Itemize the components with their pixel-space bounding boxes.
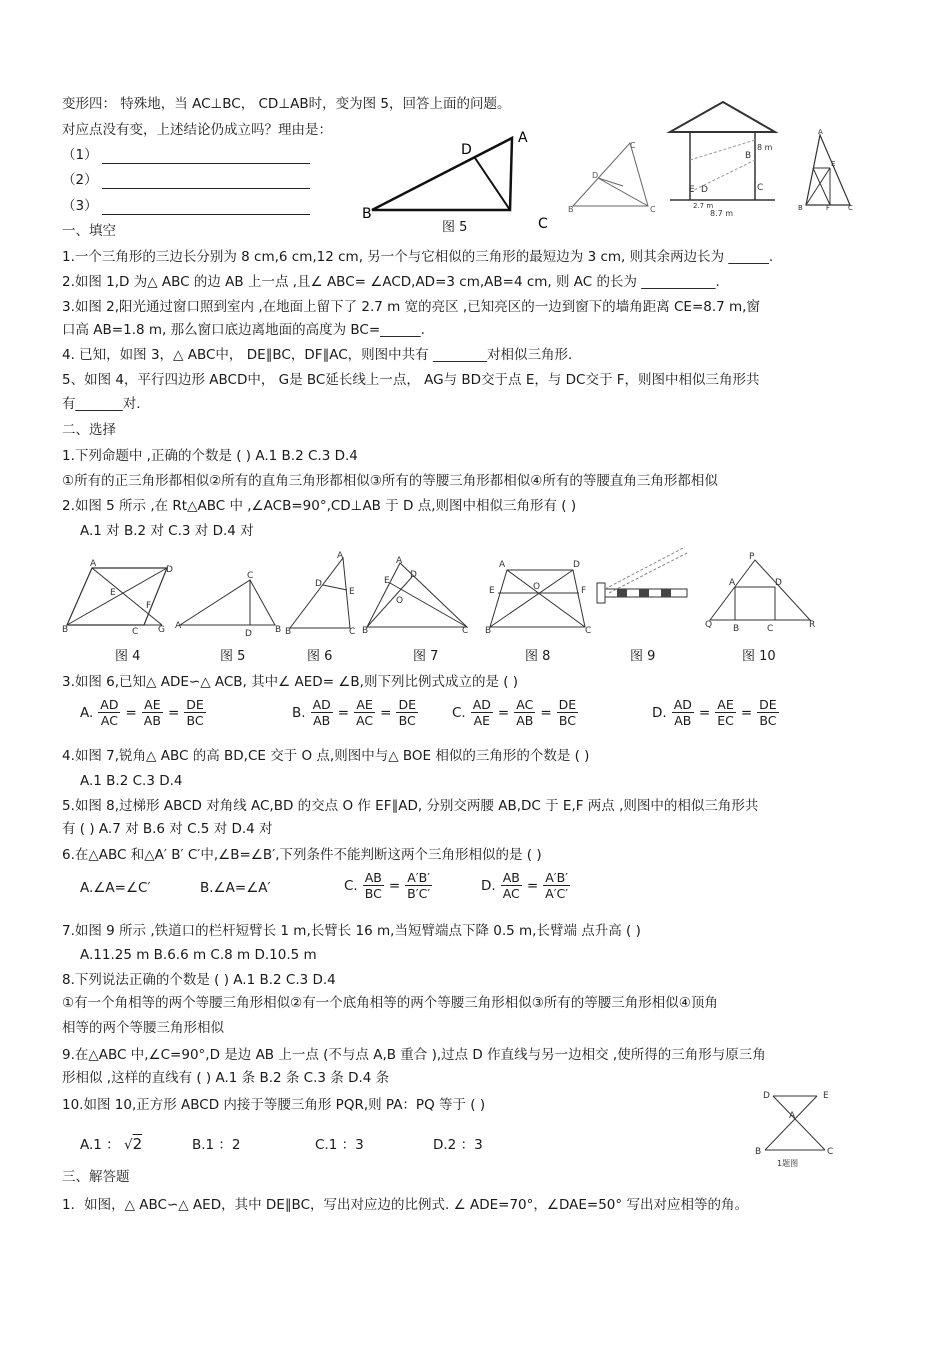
svg-text:2.7 m: 2.7 m bbox=[693, 202, 714, 210]
svg-text:B: B bbox=[362, 626, 369, 636]
svg-text:P: P bbox=[749, 552, 755, 562]
choice-q3-option-b[interactable]: B. $\frac{AD}{AB}$ = $\frac{AE}{AC}$ = $\frac{DE}{BC}$ bbox=[292, 697, 416, 728]
choice-q7-options: A.11.25 m B.6.6 m C.8 m D.10.5 m bbox=[80, 947, 317, 963]
svg-text:E: E bbox=[384, 576, 390, 586]
reason-2 bbox=[62, 171, 310, 189]
caption-fig-6: 图 6 bbox=[307, 649, 333, 664]
svg-text:F: F bbox=[826, 204, 831, 212]
svg-text:A: A bbox=[396, 556, 403, 566]
section-1-title: 一、填空 bbox=[62, 223, 116, 239]
svg-text:D: D bbox=[410, 570, 417, 580]
label-d: D bbox=[461, 142, 472, 158]
svg-text:A: A bbox=[175, 621, 182, 631]
figure-6 bbox=[285, 550, 365, 635]
caption-fig-10: 图 10 bbox=[742, 649, 776, 664]
section-2-title: 二、选择 bbox=[62, 422, 116, 438]
choice-q8-statements-2: 相等的两个等腰三角形相似 bbox=[62, 1020, 224, 1036]
fill-q4: 4. 已知，如图 3，△ ABC中， DE∥BC，DF∥AC，则图中共有 ________对相似三角形. bbox=[62, 347, 573, 363]
reason-2-blank[interactable] bbox=[102, 188, 310, 189]
svg-text:A: A bbox=[90, 559, 97, 569]
svg-text:B: B bbox=[798, 204, 803, 212]
svg-text:F: F bbox=[146, 601, 152, 611]
reason-1-label: （1） bbox=[62, 147, 98, 163]
choice-q10-option-d[interactable]: D.2 ：3 bbox=[433, 1137, 483, 1153]
svg-text:C: C bbox=[650, 205, 656, 214]
svg-text:D: D bbox=[315, 579, 322, 589]
caption-fig-4: 图 4 bbox=[115, 649, 141, 664]
figure-5-top-caption: 图 5 bbox=[442, 220, 468, 235]
svg-text:E: E bbox=[349, 587, 355, 597]
choice-q7: 7.如图 9 所示 ,铁道口的栏杆短臂长 1 m,长臂长 16 m,当短臂端点下降 0.5 m,长臂端 点升高 ( ) bbox=[62, 923, 641, 939]
triangle-abc bbox=[372, 138, 512, 210]
svg-text:A: A bbox=[818, 128, 823, 136]
svg-text:D: D bbox=[245, 629, 252, 639]
caption-fig-7: 图 7 bbox=[413, 649, 439, 664]
figure-8 bbox=[485, 555, 595, 635]
choice-q10-option-c[interactable]: C.1 ：3 bbox=[315, 1137, 364, 1153]
svg-text:O: O bbox=[396, 596, 404, 606]
fill-q3-line-2: 口高 AB=1.8 m, 那么窗口底边离地面的高度为 BC=______. bbox=[62, 322, 425, 338]
choice-q10: 10.如图 10,正方形 ABCD 内接于等腰三角形 PQR,则 PA：PQ 等于 ( ) bbox=[62, 1097, 486, 1113]
svg-text:E: E bbox=[110, 588, 116, 598]
svg-text:C: C bbox=[757, 183, 764, 193]
altitude-cd bbox=[475, 158, 510, 210]
choice-q8: 8.下列说法正确的个数是 ( ) A.1 B.2 C.3 D.4 bbox=[62, 972, 336, 988]
svg-text:D: D bbox=[701, 185, 708, 195]
svg-text:B: B bbox=[755, 1147, 762, 1157]
choice-q2-options: A.1 对 B.2 对 C.3 对 D.4 对 bbox=[80, 523, 254, 539]
choice-q9-line-1: 9.在△ABC 中,∠C=90°,D 是边 AB 上一点 (不与点 A,B 重合 ),过点 D 作直线与另一边相交 ,使所得的三角形与原三角 bbox=[62, 1047, 766, 1063]
svg-text:G: G bbox=[158, 625, 165, 635]
caption-fig-5: 图 5 bbox=[220, 649, 246, 664]
svg-text:Q: Q bbox=[705, 620, 713, 630]
svg-text:E: E bbox=[489, 586, 495, 596]
choice-q6-option-b[interactable]: B.∠A=∠A′ bbox=[200, 880, 271, 896]
svg-text:B: B bbox=[62, 625, 69, 635]
svg-text:D: D bbox=[573, 560, 580, 570]
choice-q1: 1.下列命题中 ,正确的个数是 ( ) A.1 B.2 C.3 D.4 bbox=[62, 448, 358, 464]
fill-q1: 1.一个三角形的三边长分别为 8 cm,6 cm,12 cm, 另一个与它相似的三角形的最短边为 3 cm, 则其余两边长为 ______. bbox=[62, 249, 774, 265]
svg-text:B: B bbox=[485, 626, 492, 636]
svg-text:C: C bbox=[132, 627, 139, 637]
svg-text:R: R bbox=[809, 620, 816, 630]
choice-q9-line-2: 形相似 ,这样的直线有 ( ) A.1 条 B.2 条 C.3 条 D.4 条 bbox=[62, 1070, 390, 1086]
choice-q3-option-a[interactable]: A. $\frac{AD}{AC}$ = $\frac{AE}{AB}$ = $\frac{DE}{BC}$ bbox=[80, 697, 204, 728]
caption-fig-8: 图 8 bbox=[525, 649, 551, 664]
svg-text:8 m: 8 m bbox=[757, 143, 773, 152]
choice-q3-option-c[interactable]: C. $\frac{AD}{AE}$ = $\frac{AC}{AB}$ = $\frac{DE}{BC}$ bbox=[452, 697, 577, 728]
answer-q1: 1．如图，△ ABC∽△ AED，其中 DE∥BC，写出对应边的比例式. ∠ ADE=70°，∠DAE=50° 写出对应相等的角。 bbox=[62, 1197, 748, 1213]
choice-q8-statements-1: ①有一个角相等的两个等腰三角形相似②有一个底角相等的两个等腰三角形相似③所有的等腰三角形相似④顶角 bbox=[62, 995, 718, 1011]
svg-text:A: A bbox=[729, 578, 736, 588]
figure-thumb-triangle bbox=[568, 138, 658, 213]
svg-text:B: B bbox=[733, 624, 740, 634]
svg-text:A: A bbox=[499, 560, 506, 570]
figure-9 bbox=[595, 545, 695, 615]
svg-text:B: B bbox=[285, 627, 292, 637]
figure-thumb-trapezoid bbox=[798, 130, 858, 210]
choice-q6-option-c[interactable]: C. $\frac{AB}{BC}$ = $\frac{A'B'}{B'C'}$ bbox=[344, 870, 431, 901]
svg-text:B: B bbox=[275, 625, 282, 635]
svg-text:B: B bbox=[745, 151, 752, 161]
caption-fig-9: 图 9 bbox=[630, 649, 656, 664]
svg-text:A: A bbox=[337, 551, 344, 561]
svg-text:C: C bbox=[585, 626, 592, 636]
reason-1 bbox=[62, 146, 310, 164]
choice-q6-option-d[interactable]: D. $\frac{AB}{AC}$ = $\frac{A'B'}{A'C'}$ bbox=[481, 870, 569, 901]
fill-q5-line-2: 有_______对. bbox=[62, 396, 141, 412]
figure-q1-answer bbox=[755, 1088, 835, 1168]
svg-text:D: D bbox=[775, 578, 782, 588]
choice-q10-option-a[interactable]: A.1 ： √2 bbox=[80, 1135, 143, 1153]
choice-q10-option-b[interactable]: B.1 ：2 bbox=[192, 1137, 241, 1153]
reason-3 bbox=[62, 197, 310, 215]
choice-q5-line-2: 有 ( ) A.7 对 B.6 对 C.5 对 D.4 对 bbox=[62, 821, 273, 837]
svg-text:E: E bbox=[689, 185, 695, 195]
figure-thumb-window bbox=[665, 100, 785, 220]
choice-q6-option-a[interactable]: A.∠A=∠C′ bbox=[80, 880, 151, 896]
svg-text:1题图: 1题图 bbox=[777, 1159, 799, 1168]
choice-q3: 3.如图 6,已知△ ADE∽△ ACB, 其中∠ AED= ∠B,则下列比例式成立的是 ( ) bbox=[62, 674, 519, 690]
svg-text:C: C bbox=[462, 626, 469, 636]
choice-q3-option-d[interactable]: D. $\frac{AD}{AB}$ = $\frac{AE}{EC}$ = $\frac{DE}{BC}$ bbox=[652, 697, 777, 728]
fill-q5-line-1: 5、如图 4，平行四边形 ABCD中， G是 BC延长线上一点， AG与 BD交于点 E，与 DC交于 F，则图中相似三角形共 bbox=[62, 372, 760, 388]
label-a: A bbox=[518, 130, 528, 146]
choice-q1-statements: ①所有的正三角形都相似②所有的直角三角形都相似③所有的等腰三角形都相似④所有的等腰直角三角形都相似 bbox=[62, 473, 718, 489]
svg-text:E: E bbox=[831, 160, 836, 168]
reason-1-blank[interactable] bbox=[102, 163, 310, 164]
intro-line-2: 对应点没有变，上述结论仍成立吗？理由是： bbox=[62, 122, 332, 138]
svg-text:A: A bbox=[789, 1111, 796, 1121]
label-c: C bbox=[538, 216, 548, 232]
figure-4 bbox=[62, 560, 172, 635]
figure-10 bbox=[705, 552, 816, 634]
svg-text:C: C bbox=[247, 571, 254, 581]
svg-text:C: C bbox=[848, 204, 853, 212]
reason-2-label: （2） bbox=[62, 172, 98, 188]
svg-text:D: D bbox=[166, 565, 173, 575]
svg-text:C: C bbox=[827, 1147, 834, 1157]
fill-q2: 2.如图 1,D 为△ ABC 的边 AB 上一点 ,且∠ ABC= ∠ACD,AD=3 cm,AB=4 cm, 则 AC 的长为 ___________. bbox=[62, 274, 720, 290]
fill-q3-line-1: 3.如图 2,阳光通过窗口照到室内 ,在地面上留下了 2.7 m 宽的亮区 ,已知亮区的一边到窗下的墙角距离 CE=8.7 m,窗 bbox=[62, 299, 760, 315]
choice-q4-options: A.1 B.2 C.3 D.4 bbox=[80, 773, 183, 789]
svg-text:F: F bbox=[581, 586, 587, 596]
section-3-title: 三、解答题 bbox=[62, 1169, 130, 1185]
figure-5 bbox=[175, 570, 285, 645]
choice-q2: 2.如图 5 所示 ,在 Rt△ABC 中 ,∠ACB=90°,CD⊥AB 于 D 点,则图中相似三角形有 ( ) bbox=[62, 498, 577, 514]
svg-text:C: C bbox=[767, 624, 774, 634]
label-b: B bbox=[362, 206, 372, 222]
svg-text:B: B bbox=[568, 205, 574, 214]
svg-text:E: E bbox=[823, 1091, 829, 1101]
svg-text:C: C bbox=[349, 627, 356, 637]
intro-line-1: 变形四： 特殊地，当 AC⊥BC， CD⊥AB时，变为图 5，回答上面的问题。 bbox=[62, 96, 511, 112]
svg-text:D: D bbox=[763, 1091, 770, 1101]
reason-3-label: （3） bbox=[62, 198, 98, 214]
svg-text:O: O bbox=[533, 582, 541, 592]
choice-q6: 6.在△ABC 和△A′ B′ C′中,∠B=∠B′,下列条件不能判断这两个三角形相似的是 ( ) bbox=[62, 847, 542, 863]
svg-text:8.7 m: 8.7 m bbox=[710, 209, 734, 218]
choice-q4: 4.如图 7,锐角△ ABC 的高 BD,CE 交于 O 点,则图中与△ BOE 相似的三角形的个数是 ( ) bbox=[62, 748, 590, 764]
figure-7 bbox=[362, 555, 472, 635]
svg-text:C: C bbox=[630, 141, 636, 150]
svg-text:D: D bbox=[592, 171, 599, 180]
choice-q5-line-1: 5.如图 8,过梯形 ABCD 对角线 AC,BD 的交点 O 作 EF∥AD, 分别交两腰 AB,DC 于 E,F 两点 ,则图中的相似三角形共 bbox=[62, 798, 759, 814]
reason-3-blank[interactable] bbox=[102, 214, 310, 215]
